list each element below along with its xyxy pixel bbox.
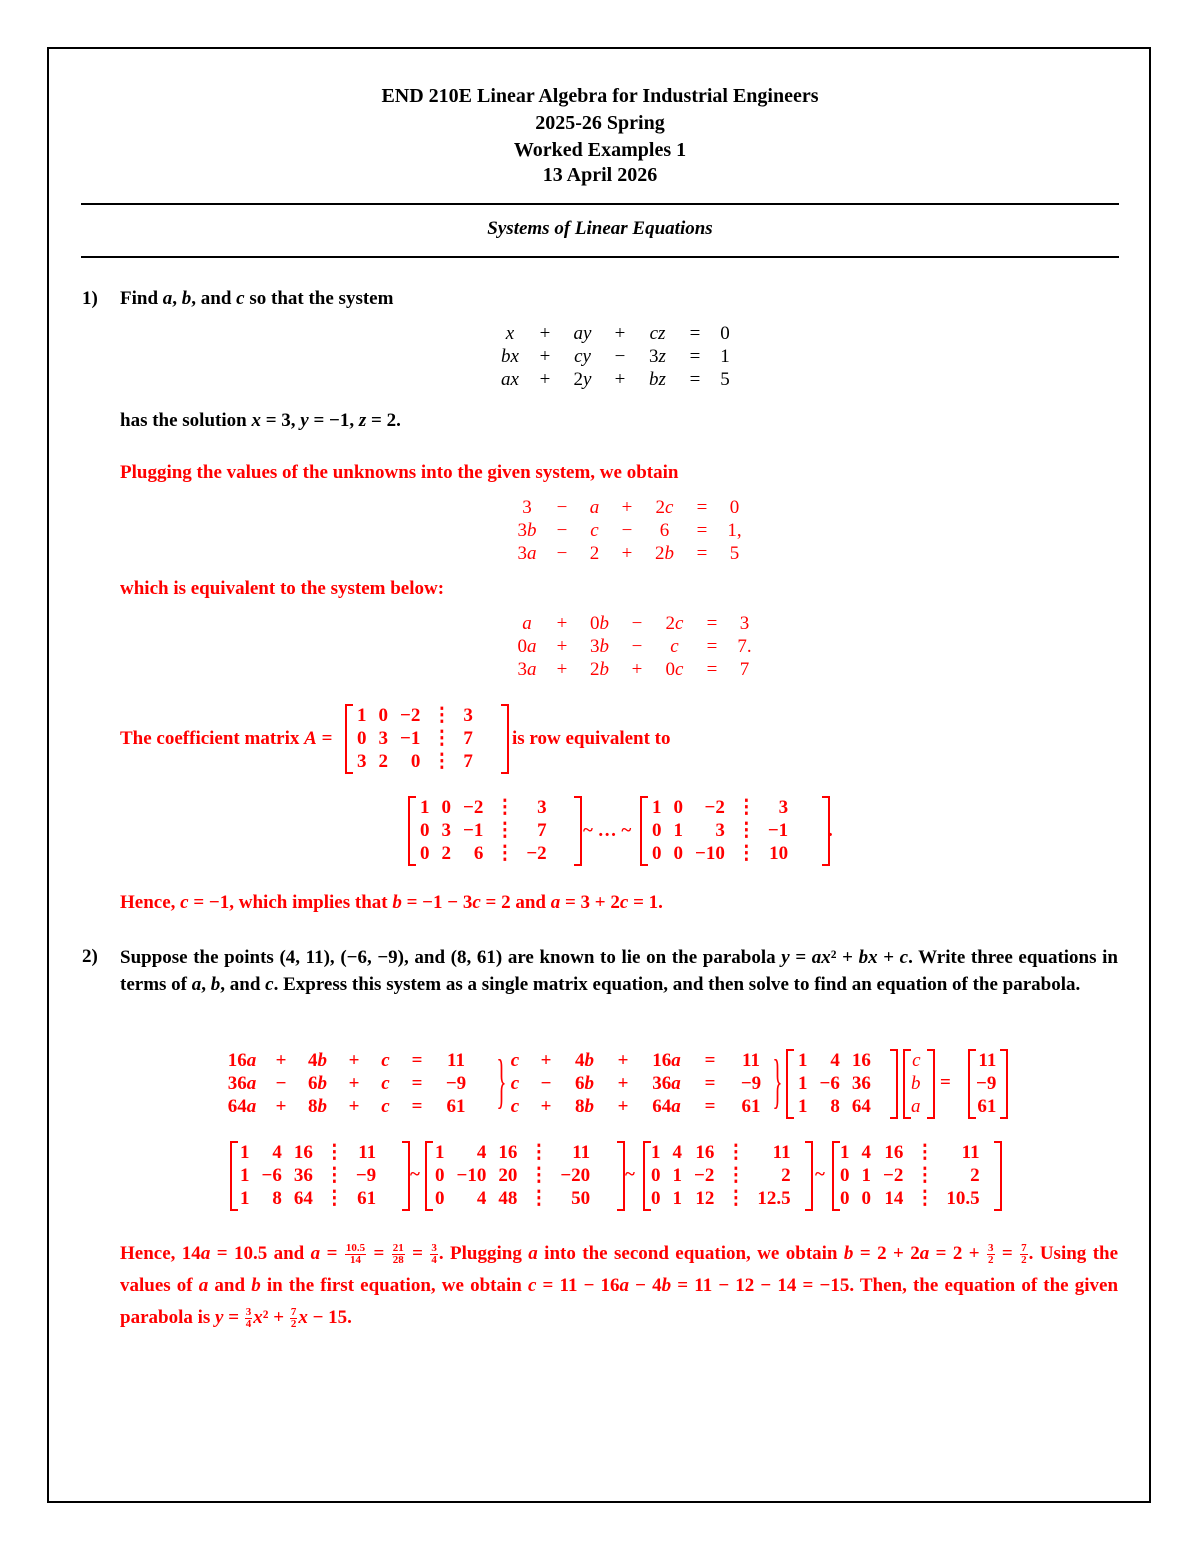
top-rule	[81, 203, 1119, 205]
q1-number: 1)	[82, 288, 98, 309]
q1-equivalent-lead: which is equivalent to the system below:	[120, 578, 445, 599]
date: 13 April 2026	[542, 164, 658, 186]
q1-matrix-tail: is row equivalent to	[512, 728, 671, 749]
q1-prompt: Find a, b, and c so that the system	[120, 288, 394, 309]
document-title: Worked Examples 1	[513, 139, 687, 161]
q2-coefficient-matrix: 1 4 16 1 −6 36 1 8 64	[786, 1049, 877, 1118]
q1-matrix-start: 1 0 −2 ⋮ 3 0 3 −1 ⋮ 7 0 2 6 ⋮ −2	[408, 796, 553, 865]
q2-augmented-3: 1 4 16 ⋮ 11 0 1 −2 ⋮ 2 0 1 12 ⋮ 12.5	[643, 1141, 797, 1210]
q1-matrix-A: 1 0 −2 ⋮ 3 0 3 −1 ⋮ 7 3 2 0 ⋮ 7	[345, 704, 479, 773]
q2-system-1: 16a + 4b + c = 11 36a − 6b + c = −9 64a + 8b + c = 61	[227, 1050, 467, 1117]
q1-answer: Hence, c = −1, which implies that b = −1 − 3c = 2 and a = 3 + 2c = 1.	[120, 892, 663, 913]
q2-number: 2)	[82, 946, 98, 967]
q1-row-equivalence: ~ … ~	[583, 820, 632, 841]
q1-system: x + ay + cz = 0 bx + cy − 3z = 1 ax + 2y + bz = 5	[501, 323, 730, 390]
q1-answer-lead: Plugging the values of the unknowns into the given system, we obtain	[120, 462, 679, 483]
q2-augmented-2: 1 4 16 ⋮ 11 0 −10 20 ⋮ −20 0 4 48 ⋮ 50	[425, 1141, 596, 1210]
q1-matrix-lead: The coefficient matrix A =	[120, 728, 333, 749]
q2-prompt: Suppose the points (4, 11), (−6, −9), and (8, 61) are known to lie on the parabola y = ax² + bx + c. Write three equations in terms of a, b, and c. Express this system as a single matrix equation, and then solve to find an equation of the parabola.	[120, 947, 1119, 995]
q2-answer: Hence, 14a = 10.5 and a = $\frac{10.5}{14}$ = $\frac{21}{28}$ = $\frac{3}{4}$ . Plugging a into the second equation, we obtain b = 2 + 2a = 2 + $\frac{3}{2}$ = $\frac{7}{2}$ . Using the values of a and b in the first equation, we obtain c = 11 − 16a − 4b = 11 − 12 − 14 = −15. Then, the equation of the given parabola is y = $\frac{3}{4}$ x² + $\frac{7}{2}$ x − 15.	[120, 1242, 1119, 1331]
q1-plugged-system: 3 − a + 2c = 0 3b − c − 6 = 1, 3a − 2 + 2b = 5	[517, 497, 742, 564]
q2-system-2: c + 4b + 16a = 11 c − 6b + 36a = −9 c + 8b + 64a = 61	[510, 1050, 762, 1117]
term: 2025-26 Spring	[535, 112, 665, 134]
section-title: Systems of Linear Equations	[487, 218, 713, 239]
q2-unknown-vector: c b a	[903, 1049, 927, 1118]
q2-augmented-4: 1 4 16 ⋮ 11 0 1 −2 ⋮ 2 0 0 14 ⋮ 10.5	[832, 1141, 986, 1210]
q1-equivalent-system: a + 0b − 2c = 3 0a + 3b − c = 7. 3a + 2b + 0c = 7	[517, 613, 752, 680]
q1-matrix-end: 1 0 −2 ⋮ 3 0 1 3 ⋮ −1 0 0 −10 ⋮ 10	[640, 796, 794, 865]
bottom-rule	[81, 256, 1119, 258]
course-title: END 210E Linear Algebra for Industrial Engineers	[381, 85, 819, 107]
q2-rhs-vector: 11 −9 61	[968, 1049, 1002, 1118]
q2-augmented-1: 1 4 16 ⋮ 11 1 −6 36 ⋮ −9 1 8 64 ⋮ 61	[230, 1141, 382, 1210]
q1-solution-given: has the solution x = 3, y = −1, z = 2.	[120, 410, 401, 431]
